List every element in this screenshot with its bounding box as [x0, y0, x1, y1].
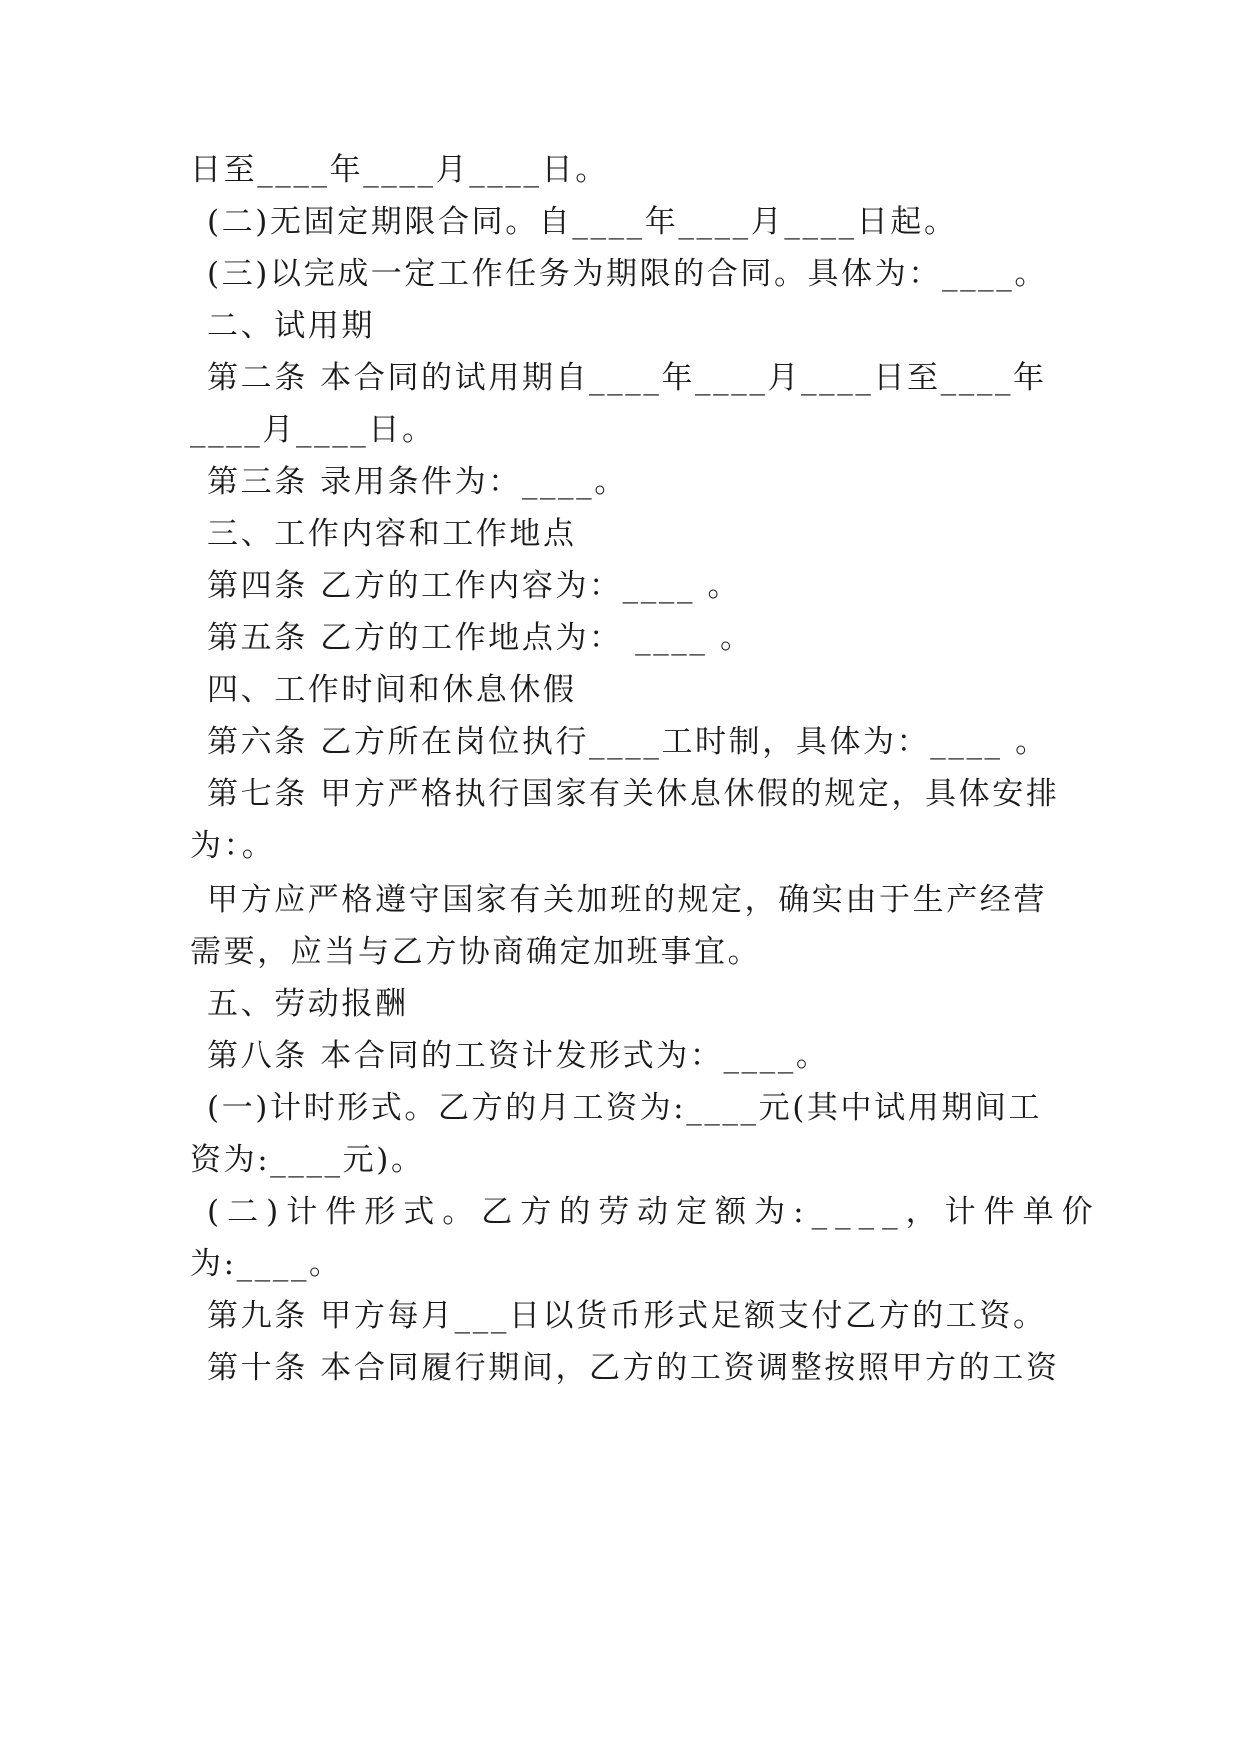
- section-heading: 三、工作内容和工作地点: [207, 516, 577, 552]
- text-line: (二)无固定期限合同。自____年____月____日起。: [207, 204, 958, 240]
- section-heading: 四、工作时间和休息休假: [207, 672, 577, 708]
- text-line: 第五条 乙方的工作地点为： ____ 。: [207, 620, 754, 656]
- text-line: 第二条 本合同的试用期自____年____月____日至____年: [207, 360, 1047, 396]
- text-line: 第十条 本合同履行期间，乙方的工资调整按照甲方的工资: [207, 1350, 1060, 1386]
- text-line: 日至____年____月____日。: [190, 152, 609, 188]
- text-line: 第三条 录用条件为：____。: [207, 464, 628, 500]
- text-line: 第九条 甲方每月___日以货币形式足额支付乙方的工资。: [207, 1298, 1047, 1334]
- text-line: 第六条 乙方所在岗位执行____工时制，具体为：____ 。: [207, 724, 1049, 760]
- text-line: 甲方应严格遵守国家有关加班的规定，确实由于生产经营: [207, 882, 1047, 918]
- text-line: 为:____。: [190, 1246, 343, 1282]
- text-line: 第四条 乙方的工作内容为：____ 。: [207, 568, 742, 604]
- text-line: ____月____日。: [190, 412, 436, 448]
- text-line: 需要，应当与乙方协商确定加班事宜。: [190, 934, 762, 970]
- section-heading: 五、劳动报酬: [207, 986, 409, 1022]
- text-line: (二)计件形式。乙方的劳动定额为:____，计件单价: [207, 1194, 1101, 1230]
- text-line: (一)计时形式。乙方的月工资为:____元(其中试用期间工: [207, 1090, 1043, 1126]
- text-line: 第七条 甲方严格执行国家有关休息休假的规定，具体安排: [207, 776, 1060, 812]
- text-line: 为：。: [190, 828, 276, 864]
- section-heading: 二、试用期: [207, 308, 375, 344]
- text-line: 第八条 本合同的工资计发形式为：____。: [207, 1038, 830, 1074]
- text-line: 资为:____元)。: [190, 1142, 425, 1178]
- text-line: (三)以完成一定工作任务为期限的合同。具体为：____。: [207, 256, 1048, 292]
